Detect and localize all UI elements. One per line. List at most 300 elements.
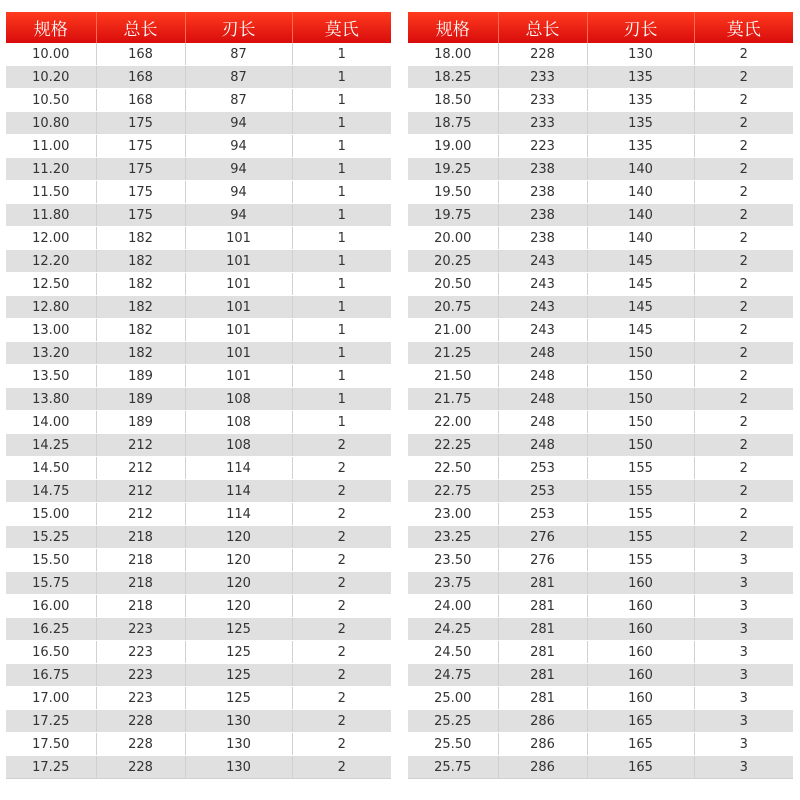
- cell-blade-length: 87: [185, 89, 292, 112]
- cell-blade-length: 145: [587, 273, 694, 296]
- cell-total-length: 281: [498, 618, 587, 641]
- cell-size: 20.00: [408, 227, 498, 250]
- cell-size: 22.25: [408, 434, 498, 457]
- table-row: [408, 411, 793, 434]
- cell-total-length: 218: [96, 526, 185, 549]
- cell-size: 12.00: [6, 227, 96, 250]
- cell-morse-taper: 1: [292, 365, 391, 388]
- cell-size: 18.25: [408, 66, 498, 89]
- table-row: [408, 434, 793, 457]
- cell-blade-length: 165: [587, 733, 694, 756]
- cell-morse-taper: 2: [694, 457, 793, 480]
- cell-size: 21.25: [408, 342, 498, 365]
- table-row: [408, 43, 793, 66]
- header-blade-length: 刃长: [587, 12, 694, 43]
- cell-morse-taper: 2: [694, 227, 793, 250]
- cell-blade-length: 101: [185, 227, 292, 250]
- cell-total-length: 212: [96, 503, 185, 526]
- table-row: [6, 503, 391, 526]
- table-row: [408, 710, 793, 733]
- cell-blade-length: 160: [587, 618, 694, 641]
- cell-blade-length: 150: [587, 411, 694, 434]
- table-row: [6, 342, 391, 365]
- cell-morse-taper: 2: [694, 342, 793, 365]
- cell-blade-length: 165: [587, 756, 694, 779]
- cell-morse-taper: 2: [694, 250, 793, 273]
- cell-morse-taper: 1: [292, 273, 391, 296]
- table-row: [408, 480, 793, 503]
- cell-size: 24.75: [408, 664, 498, 687]
- cell-total-length: 281: [498, 687, 587, 710]
- cell-morse-taper: 2: [694, 135, 793, 158]
- table-row: [408, 227, 793, 250]
- cell-blade-length: 130: [185, 756, 292, 779]
- cell-size: 10.20: [6, 66, 96, 89]
- cell-blade-length: 160: [587, 595, 694, 618]
- table-body-right: [408, 43, 793, 779]
- cell-size: 14.75: [6, 480, 96, 503]
- cell-blade-length: 130: [185, 710, 292, 733]
- cell-morse-taper: 3: [694, 549, 793, 572]
- cell-blade-length: 101: [185, 365, 292, 388]
- cell-size: 15.50: [6, 549, 96, 572]
- cell-size: 12.80: [6, 296, 96, 319]
- cell-size: 13.00: [6, 319, 96, 342]
- cell-total-length: 175: [96, 112, 185, 135]
- cell-total-length: 248: [498, 388, 587, 411]
- table-row: [408, 549, 793, 572]
- cell-size: 10.00: [6, 43, 96, 66]
- cell-morse-taper: 2: [694, 480, 793, 503]
- cell-blade-length: 94: [185, 204, 292, 227]
- cell-size: 21.00: [408, 319, 498, 342]
- cell-total-length: 189: [96, 365, 185, 388]
- cell-size: 17.25: [6, 710, 96, 733]
- cell-total-length: 286: [498, 710, 587, 733]
- cell-total-length: 276: [498, 549, 587, 572]
- table-row: [6, 181, 391, 204]
- cell-morse-taper: 1: [292, 227, 391, 250]
- cell-blade-length: 125: [185, 687, 292, 710]
- table-row: [408, 641, 793, 664]
- table-row: [6, 733, 391, 756]
- cell-blade-length: 108: [185, 434, 292, 457]
- table-row: [408, 204, 793, 227]
- cell-morse-taper: 2: [694, 365, 793, 388]
- cell-total-length: 182: [96, 250, 185, 273]
- cell-blade-length: 140: [587, 227, 694, 250]
- table-row: [408, 66, 793, 89]
- cell-size: 25.25: [408, 710, 498, 733]
- table-row: [408, 457, 793, 480]
- cell-size: 16.25: [6, 618, 96, 641]
- cell-size: 20.25: [408, 250, 498, 273]
- table-row: [6, 227, 391, 250]
- cell-size: 12.50: [6, 273, 96, 296]
- cell-morse-taper: 2: [292, 595, 391, 618]
- table-row: [6, 434, 391, 457]
- cell-size: 25.50: [408, 733, 498, 756]
- cell-morse-taper: 2: [694, 181, 793, 204]
- cell-total-length: 248: [498, 342, 587, 365]
- table-row: [6, 687, 391, 710]
- cell-total-length: 182: [96, 273, 185, 296]
- table-row: [408, 733, 793, 756]
- cell-morse-taper: 1: [292, 66, 391, 89]
- cell-total-length: 218: [96, 572, 185, 595]
- cell-morse-taper: 3: [694, 756, 793, 779]
- cell-total-length: 189: [96, 411, 185, 434]
- table-row: [6, 411, 391, 434]
- table-row: [408, 158, 793, 181]
- cell-blade-length: 140: [587, 158, 694, 181]
- cell-size: 24.25: [408, 618, 498, 641]
- cell-total-length: 228: [96, 710, 185, 733]
- cell-morse-taper: 3: [694, 595, 793, 618]
- cell-blade-length: 160: [587, 687, 694, 710]
- cell-blade-length: 101: [185, 250, 292, 273]
- cell-morse-taper: 2: [292, 480, 391, 503]
- cell-size: 11.20: [6, 158, 96, 181]
- cell-morse-taper: 1: [292, 250, 391, 273]
- cell-blade-length: 155: [587, 526, 694, 549]
- cell-blade-length: 114: [185, 503, 292, 526]
- cell-morse-taper: 1: [292, 43, 391, 66]
- cell-morse-taper: 3: [694, 687, 793, 710]
- cell-size: 18.50: [408, 89, 498, 112]
- table-row: [408, 503, 793, 526]
- cell-morse-taper: 2: [694, 204, 793, 227]
- cell-blade-length: 101: [185, 319, 292, 342]
- cell-size: 25.00: [408, 687, 498, 710]
- cell-blade-length: 108: [185, 388, 292, 411]
- cell-total-length: 168: [96, 89, 185, 112]
- cell-morse-taper: 2: [694, 89, 793, 112]
- cell-size: 18.00: [408, 43, 498, 66]
- cell-morse-taper: 3: [694, 664, 793, 687]
- cell-size: 18.75: [408, 112, 498, 135]
- cell-size: 15.00: [6, 503, 96, 526]
- table-row: [6, 664, 391, 687]
- cell-morse-taper: 2: [292, 434, 391, 457]
- table-row: [408, 664, 793, 687]
- cell-size: 17.00: [6, 687, 96, 710]
- header-blade-length: 刃长: [185, 12, 292, 43]
- table-row: [6, 549, 391, 572]
- cell-total-length: 189: [96, 388, 185, 411]
- cell-morse-taper: 1: [292, 296, 391, 319]
- table-row: [408, 572, 793, 595]
- table-row: [6, 756, 391, 779]
- cell-blade-length: 155: [587, 457, 694, 480]
- cell-blade-length: 135: [587, 66, 694, 89]
- cell-total-length: 248: [498, 365, 587, 388]
- cell-blade-length: 87: [185, 66, 292, 89]
- cell-size: 23.75: [408, 572, 498, 595]
- cell-blade-length: 94: [185, 181, 292, 204]
- cell-size: 24.00: [408, 595, 498, 618]
- table-row: [6, 273, 391, 296]
- table-row: [6, 710, 391, 733]
- cell-blade-length: 150: [587, 434, 694, 457]
- cell-total-length: 248: [498, 411, 587, 434]
- table-row: [408, 756, 793, 779]
- table-row: [6, 158, 391, 181]
- cell-total-length: 223: [96, 641, 185, 664]
- cell-total-length: 182: [96, 227, 185, 250]
- cell-blade-length: 120: [185, 572, 292, 595]
- cell-blade-length: 114: [185, 457, 292, 480]
- cell-size: 25.75: [408, 756, 498, 779]
- cell-blade-length: 160: [587, 664, 694, 687]
- cell-morse-taper: 2: [694, 388, 793, 411]
- cell-size: 10.80: [6, 112, 96, 135]
- cell-blade-length: 155: [587, 549, 694, 572]
- table-header-row: [408, 12, 793, 43]
- cell-blade-length: 145: [587, 319, 694, 342]
- cell-total-length: 243: [498, 273, 587, 296]
- cell-blade-length: 101: [185, 273, 292, 296]
- cell-blade-length: 145: [587, 296, 694, 319]
- cell-total-length: 168: [96, 66, 185, 89]
- cell-morse-taper: 1: [292, 112, 391, 135]
- cell-size: 13.20: [6, 342, 96, 365]
- cell-size: 23.50: [408, 549, 498, 572]
- cell-blade-length: 160: [587, 572, 694, 595]
- cell-blade-length: 150: [587, 342, 694, 365]
- table-row: [6, 66, 391, 89]
- cell-blade-length: 150: [587, 365, 694, 388]
- table-row: [6, 365, 391, 388]
- cell-total-length: 276: [498, 526, 587, 549]
- cell-size: 21.75: [408, 388, 498, 411]
- cell-blade-length: 120: [185, 526, 292, 549]
- table-row: [6, 135, 391, 158]
- cell-morse-taper: 2: [292, 503, 391, 526]
- cell-total-length: 175: [96, 135, 185, 158]
- cell-morse-taper: 2: [292, 710, 391, 733]
- table-row: [408, 595, 793, 618]
- cell-blade-length: 120: [185, 595, 292, 618]
- cell-blade-length: 135: [587, 135, 694, 158]
- table-row: [408, 526, 793, 549]
- cell-morse-taper: 1: [292, 388, 391, 411]
- table-row: [408, 112, 793, 135]
- cell-size: 11.50: [6, 181, 96, 204]
- cell-blade-length: 125: [185, 641, 292, 664]
- cell-morse-taper: 2: [694, 526, 793, 549]
- cell-morse-taper: 1: [292, 411, 391, 434]
- cell-morse-taper: 2: [694, 112, 793, 135]
- cell-morse-taper: 1: [292, 158, 391, 181]
- cell-morse-taper: 2: [694, 434, 793, 457]
- cell-total-length: 248: [498, 434, 587, 457]
- cell-morse-taper: 3: [694, 733, 793, 756]
- cell-blade-length: 160: [587, 641, 694, 664]
- cell-total-length: 233: [498, 112, 587, 135]
- table-row: [6, 89, 391, 112]
- cell-morse-taper: 2: [694, 411, 793, 434]
- cell-total-length: 218: [96, 549, 185, 572]
- cell-size: 15.25: [6, 526, 96, 549]
- header-total-length: 总长: [96, 12, 185, 43]
- header-morse-taper: 莫氏: [694, 12, 793, 43]
- cell-blade-length: 108: [185, 411, 292, 434]
- cell-total-length: 175: [96, 204, 185, 227]
- table-row: [408, 365, 793, 388]
- cell-blade-length: 140: [587, 181, 694, 204]
- header-morse-taper: 莫氏: [292, 12, 391, 43]
- cell-blade-length: 165: [587, 710, 694, 733]
- table-row: [408, 89, 793, 112]
- table-row: [6, 112, 391, 135]
- header-size: 规格: [408, 12, 498, 43]
- cell-morse-taper: 1: [292, 342, 391, 365]
- cell-size: 23.00: [408, 503, 498, 526]
- table-row: [408, 618, 793, 641]
- cell-total-length: 238: [498, 181, 587, 204]
- cell-morse-taper: 1: [292, 89, 391, 112]
- table-row: [408, 296, 793, 319]
- cell-size: 17.50: [6, 733, 96, 756]
- table-row: [408, 273, 793, 296]
- table-row: [408, 388, 793, 411]
- cell-morse-taper: 3: [694, 618, 793, 641]
- cell-blade-length: 155: [587, 480, 694, 503]
- table-row: [6, 595, 391, 618]
- cell-blade-length: 125: [185, 664, 292, 687]
- cell-morse-taper: 2: [694, 319, 793, 342]
- table-row: [6, 250, 391, 273]
- cell-total-length: 228: [96, 756, 185, 779]
- table-row: [6, 641, 391, 664]
- cell-size: 24.50: [408, 641, 498, 664]
- cell-blade-length: 155: [587, 503, 694, 526]
- cell-total-length: 182: [96, 296, 185, 319]
- cell-total-length: 175: [96, 181, 185, 204]
- cell-size: 15.75: [6, 572, 96, 595]
- table-row: [408, 135, 793, 158]
- table-row: [6, 388, 391, 411]
- cell-total-length: 243: [498, 319, 587, 342]
- cell-size: 19.00: [408, 135, 498, 158]
- cell-morse-taper: 2: [292, 618, 391, 641]
- cell-total-length: 233: [498, 89, 587, 112]
- cell-morse-taper: 2: [694, 66, 793, 89]
- cell-size: 13.80: [6, 388, 96, 411]
- table-row: [6, 526, 391, 549]
- cell-total-length: 228: [96, 733, 185, 756]
- table-row: [6, 480, 391, 503]
- cell-blade-length: 150: [587, 388, 694, 411]
- cell-total-length: 228: [498, 43, 587, 66]
- cell-blade-length: 94: [185, 135, 292, 158]
- cell-blade-length: 125: [185, 618, 292, 641]
- cell-size: 13.50: [6, 365, 96, 388]
- cell-size: 16.50: [6, 641, 96, 664]
- table-row: [6, 319, 391, 342]
- cell-total-length: 182: [96, 319, 185, 342]
- cell-morse-taper: 2: [292, 664, 391, 687]
- table-body-left: [6, 43, 391, 779]
- cell-total-length: 243: [498, 250, 587, 273]
- cell-total-length: 223: [96, 664, 185, 687]
- header-total-length: 总长: [498, 12, 587, 43]
- cell-size: 14.50: [6, 457, 96, 480]
- cell-blade-length: 94: [185, 158, 292, 181]
- cell-size: 22.00: [408, 411, 498, 434]
- cell-blade-length: 114: [185, 480, 292, 503]
- cell-total-length: 218: [96, 595, 185, 618]
- cell-size: 22.50: [408, 457, 498, 480]
- cell-morse-taper: 2: [694, 158, 793, 181]
- cell-blade-length: 130: [185, 733, 292, 756]
- cell-size: 12.20: [6, 250, 96, 273]
- cell-size: 19.75: [408, 204, 498, 227]
- cell-morse-taper: 1: [292, 135, 391, 158]
- table-row: [408, 181, 793, 204]
- cell-morse-taper: 2: [292, 687, 391, 710]
- cell-total-length: 281: [498, 641, 587, 664]
- cell-total-length: 175: [96, 158, 185, 181]
- cell-size: 11.00: [6, 135, 96, 158]
- cell-total-length: 182: [96, 342, 185, 365]
- cell-blade-length: 101: [185, 296, 292, 319]
- cell-total-length: 238: [498, 204, 587, 227]
- cell-size: 19.50: [408, 181, 498, 204]
- cell-blade-length: 135: [587, 112, 694, 135]
- cell-total-length: 238: [498, 158, 587, 181]
- cell-total-length: 281: [498, 572, 587, 595]
- table-header-row: [6, 12, 391, 43]
- table-row: [6, 572, 391, 595]
- table-row: [6, 43, 391, 66]
- cell-total-length: 212: [96, 457, 185, 480]
- cell-morse-taper: 2: [694, 503, 793, 526]
- cell-morse-taper: 1: [292, 204, 391, 227]
- cell-morse-taper: 2: [292, 641, 391, 664]
- cell-total-length: 238: [498, 227, 587, 250]
- cell-total-length: 168: [96, 43, 185, 66]
- cell-size: 23.25: [408, 526, 498, 549]
- cell-morse-taper: 2: [292, 526, 391, 549]
- cell-total-length: 212: [96, 434, 185, 457]
- cell-blade-length: 120: [185, 549, 292, 572]
- cell-morse-taper: 2: [292, 733, 391, 756]
- cell-blade-length: 135: [587, 89, 694, 112]
- cell-size: 20.75: [408, 296, 498, 319]
- cell-size: 17.25: [6, 756, 96, 779]
- cell-total-length: 281: [498, 664, 587, 687]
- cell-blade-length: 94: [185, 112, 292, 135]
- cell-morse-taper: 3: [694, 572, 793, 595]
- table-row: [408, 342, 793, 365]
- cell-size: 16.75: [6, 664, 96, 687]
- cell-size: 14.00: [6, 411, 96, 434]
- cell-total-length: 223: [96, 687, 185, 710]
- cell-total-length: 253: [498, 457, 587, 480]
- cell-size: 14.25: [6, 434, 96, 457]
- cell-size: 16.00: [6, 595, 96, 618]
- cell-total-length: 243: [498, 296, 587, 319]
- cell-morse-taper: 1: [292, 319, 391, 342]
- cell-total-length: 223: [498, 135, 587, 158]
- table-row: [408, 250, 793, 273]
- cell-total-length: 223: [96, 618, 185, 641]
- cell-size: 19.25: [408, 158, 498, 181]
- cell-morse-taper: 2: [292, 756, 391, 779]
- cell-blade-length: 87: [185, 43, 292, 66]
